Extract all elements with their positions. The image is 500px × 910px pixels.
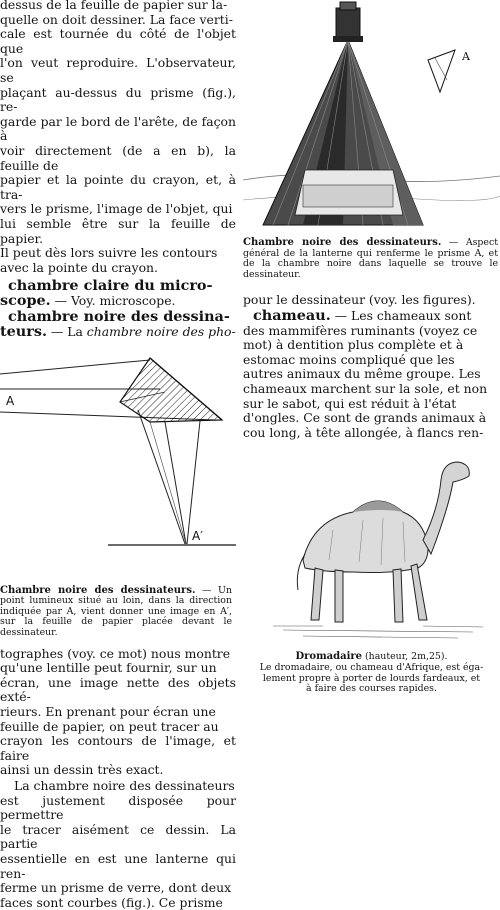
body-line: le tracer aisément ce dessin. La partie	[0, 821, 236, 852]
ray-diagram	[0, 344, 236, 584]
prism-label: A	[462, 50, 470, 63]
entry-text: — La	[46, 324, 87, 340]
headword: chameau.	[253, 306, 331, 324]
body-line: essentielle en est une lanterne qui ren-	[0, 850, 236, 881]
entry-line: chameaux marchent sur la sole, et non	[243, 380, 488, 396]
caption-text: — Aspect général de la lanterne qui renferme le prisme A, et de la chambre noire dans laquelle se trouve le dessinateur.	[243, 237, 498, 280]
entry-text: — Les chameaux sont	[330, 307, 472, 323]
body-line: ferme un prisme de verre, dont deux	[0, 880, 232, 896]
body-line: ainsi un dessin très exact.	[0, 762, 164, 778]
left-column	[0, 0, 236, 910]
body-line: qu'une lentille peut fournir, sur un	[0, 660, 217, 676]
body-line: tographes (voy. ce mot) nous montre	[0, 645, 231, 661]
caption-text: — Un point lumineux situé au loin, dans la direction indiquée par A, vient donner une image en A′, sur la feuille de papier placée devant le dessinateur.	[0, 584, 232, 639]
intro-line: dessus de la feuille de papier sur la-	[0, 0, 228, 12]
intro-line: l'on veut reproduire. L'observateur, se	[0, 55, 236, 85]
entry-line: estomac moins compliqué que les	[243, 351, 455, 367]
entry-line: sur le sabot, qui est réduit à l'état	[243, 395, 457, 411]
caption-title-note: (hauteur, 2m,25).	[362, 651, 448, 663]
cross-reference: — Voy. microscope.	[50, 292, 176, 308]
entry-chameau	[243, 306, 500, 440]
headword-continuation: teurs.	[0, 323, 47, 341]
intro-line: plaçant au-dessus du prisme (fig.), re-	[0, 84, 236, 115]
headword: chambre claire du micro-	[8, 277, 213, 295]
body-paragraph	[0, 647, 236, 778]
body-line: rieurs. En prenant pour écran une	[0, 704, 216, 719]
body-line: crayon les contours de l'image, et faire	[0, 733, 236, 763]
intro-line: garde par le bord de l'arête, de façon à	[0, 113, 236, 144]
entry-line: cou long, à tête allongée, à flancs ren-	[243, 424, 484, 440]
caption-line: lement propre à porter de lourds fardeaux, et	[262, 672, 481, 684]
intro-line: quelle on doit dessiner. La face verti-	[0, 11, 233, 27]
point-label-a: A	[6, 393, 15, 408]
intro-line: papier et la pointe du crayon, et, à tra-	[0, 172, 236, 202]
intro-line: avec la pointe du crayon.	[0, 259, 158, 275]
entry-chambre-claire	[0, 279, 236, 308]
dromedary-illustration	[243, 450, 500, 650]
intro-line: lui semble être sur la feuille de papier.	[0, 215, 236, 246]
entry-chambre-noire	[0, 310, 236, 339]
body-line: feuille de papier, on peut tracer au	[0, 718, 219, 734]
headword-continuation: scope.	[0, 291, 51, 309]
caption-line: Le dromadaire, ou chameau d'Afrique, est éga-	[259, 661, 484, 673]
intro-line: voir directement (de a en b), la feuille de	[0, 142, 236, 173]
entry-line: des mammifères ruminants (voyez ce	[243, 322, 478, 338]
body-line: est justement disposée pour permettre	[0, 792, 236, 823]
body-line: La chambre noire des dessinateurs	[14, 777, 235, 793]
caption-title: Chambre noire des dessinateurs.	[0, 584, 196, 596]
intro-line: Il peut dès lors suivre les contours	[0, 245, 218, 261]
body-line: faces sont courbes (fig.). Ce prisme	[0, 894, 223, 910]
body-line: écran, une image nette des objets exté-	[0, 674, 236, 705]
body-paragraph-2	[0, 779, 236, 910]
continuation-line: pour le dessinateur (voy. les figures).	[243, 292, 476, 308]
ray-diagram-caption	[0, 586, 236, 639]
camera-obscura-illustration	[243, 0, 500, 236]
entry-line: autres animaux du même groupe. Les	[243, 366, 481, 382]
caption-title: Dromadaire	[295, 651, 363, 663]
intro-paragraph	[0, 0, 236, 275]
entry-line: d'ongles. Ce sont de grands animaux à	[243, 410, 487, 426]
image-label-a-prime: A′	[192, 528, 203, 543]
caption-title: Chambre noire des dessinateurs.	[243, 237, 442, 248]
intro-line: cale est tournée du côté de l'objet que	[0, 26, 236, 56]
entry-text-italic: chambre noire des pho-	[86, 324, 236, 340]
camera-obscura-caption	[243, 238, 500, 280]
intro-line: vers le prisme, l'image de l'objet, qui	[0, 201, 233, 217]
entry-line: mot) à dentition plus complète et à	[243, 337, 464, 353]
headword: chambre noire des dessina-	[8, 308, 230, 326]
caption-line: à faire des courses rapides.	[306, 683, 437, 695]
right-column	[243, 0, 500, 695]
dromedary-caption	[243, 652, 500, 694]
